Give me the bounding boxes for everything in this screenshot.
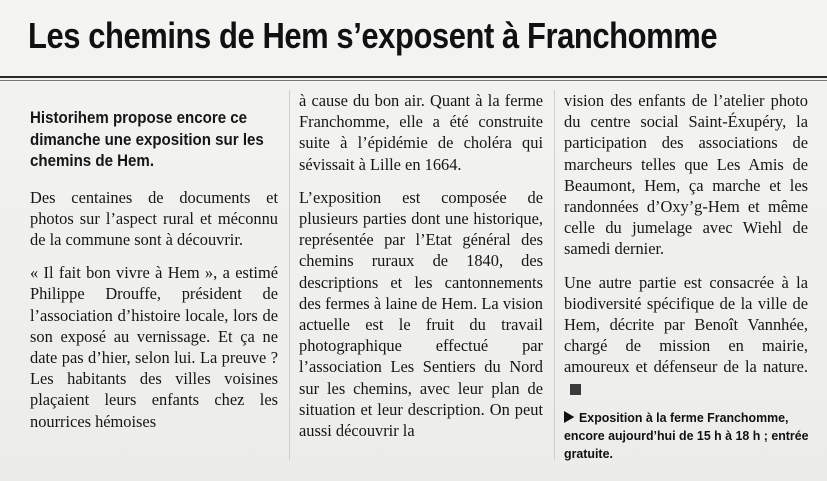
article-column-2 xyxy=(299,90,543,441)
headline-rule xyxy=(0,76,827,78)
article-paragraph: Des centaines de documents et photos sur l’aspect rural et méconnu de la commune sont à découvrir. xyxy=(30,187,278,249)
triangle-right-icon xyxy=(564,411,574,423)
article-paragraph: à cause du bon air. Quant à la ferme Franchomme, elle a été construite suite à l’épidémie de choléra qui sévissait à Lille en 1664. xyxy=(299,91,543,174)
article-headline: Les chemins de Hem s’exposent à Franchomme xyxy=(28,15,718,56)
article-paragraph: vision des enfants de l’atelier photo du centre social Saint-Éxupéry, la participation des associations de marcheurs telles que Les Amis de Beaumont, Hem, ça marche et les randonnées d’Oxy’g-Hem et même celle du jumelage avec Wiehl de samedi dernier. xyxy=(564,91,808,259)
article-paragraph: L’exposition est composée de plusieurs parties dont une historique, représentée par l’Etat général des chemins ruraux de 1840, des descriptions et les cantonnements des fermes à laine de Hem. La vision actuelle est le fruit du travail photographique effectué par l’association Les Sentiers du Nord sur les chemins, avec leur plan de situation et leur description. On peut aussi découvrir la xyxy=(299,187,543,441)
column-divider xyxy=(554,90,555,460)
article-paragraph-final xyxy=(564,272,808,399)
headline-rule-thin xyxy=(0,80,827,81)
article-lead: Historihem propose encore ce dimanche une exposition sur les chemins de Hem. xyxy=(30,109,264,170)
article-column-1 xyxy=(30,108,278,432)
practical-info xyxy=(564,409,810,463)
end-of-article-square-icon xyxy=(570,384,581,395)
practical-info-text: Exposition à la ferme Franchomme, encore aujourd’hui de 15 h à 18 h ; entrée gratuite. xyxy=(564,409,809,461)
column-divider xyxy=(289,90,290,460)
article-column-3 xyxy=(564,90,808,463)
article-paragraph-text: Une autre partie est consacrée à la biodiversité spécifique de la ville de Hem, décrite par Benoît Vannhée, chargé de mission en mairie, amoureux et défenseur de la nature. xyxy=(564,272,808,377)
article-paragraph: « Il fait bon vivre à Hem », a estimé Philippe Drouffe, président de l’association d’histoire locale, lors de son exposé au vernissage. Et ça ne date pas d’hier, selon lui. La preuve ? Les habitants des villes voisines plaçaient leurs enfants chez les nourrices hémoises xyxy=(30,263,278,431)
